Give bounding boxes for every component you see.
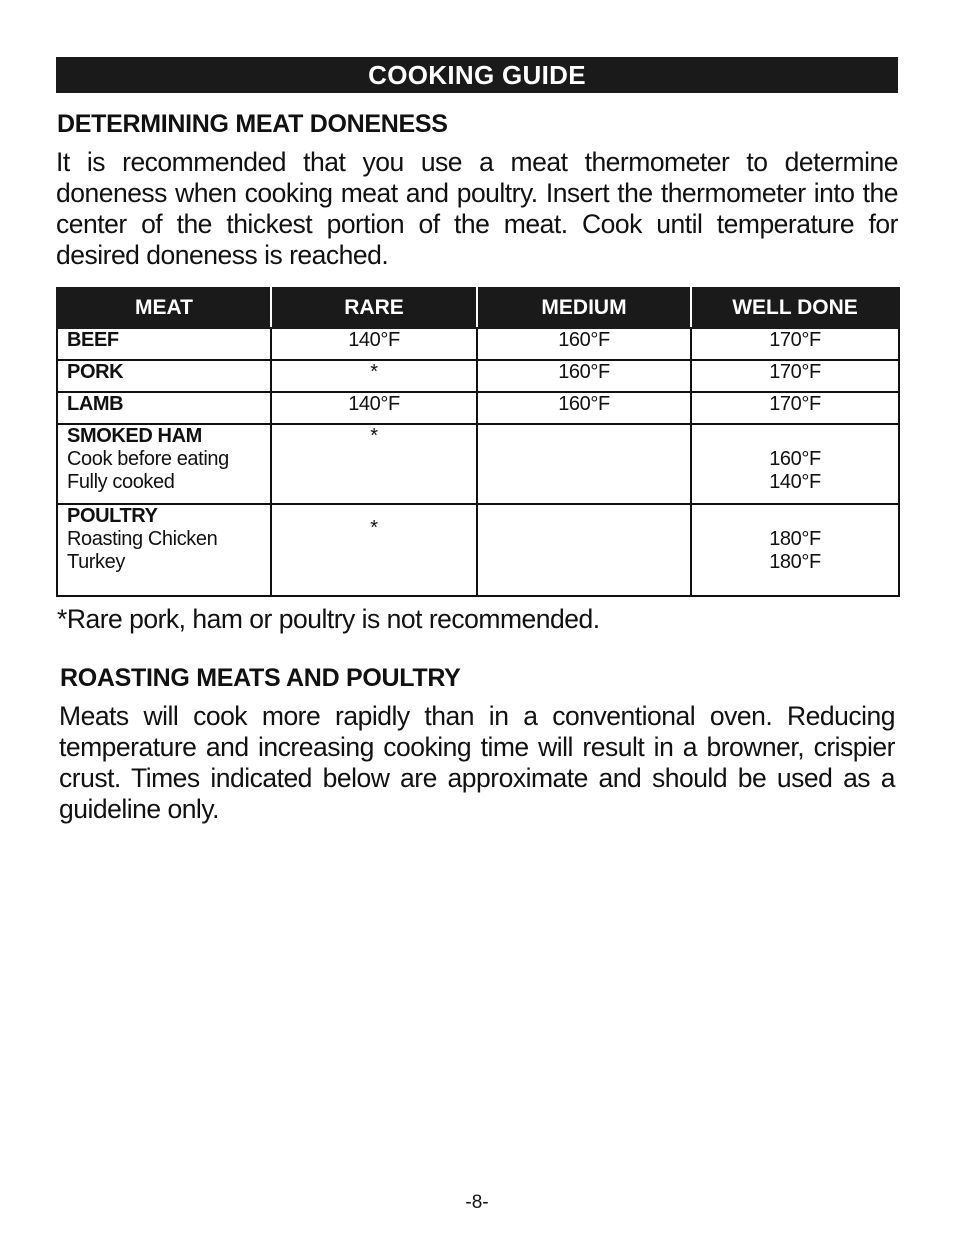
table-row-lamb	[57, 392, 899, 424]
meat-name: SMOKED HAM	[67, 425, 202, 447]
column-header-rare: RARE	[271, 288, 477, 328]
well-done-temp: 170°F	[691, 392, 899, 424]
well-done-temp: 180°F	[769, 551, 821, 573]
page-title-banner	[56, 57, 898, 93]
well-done-temp: 180°F	[769, 528, 821, 550]
paragraph-line: doneness when cooking meat and poultry. Insert the thermometer into the	[56, 178, 898, 208]
meat-name: LAMB	[67, 393, 124, 415]
paragraph-line: guideline only.	[59, 794, 219, 824]
meat-subtype: Cook before eating	[67, 448, 229, 470]
well-done-temp: 170°F	[691, 360, 899, 392]
meat-name: POULTRY	[67, 505, 158, 527]
medium-temp	[477, 504, 691, 596]
medium-temp	[477, 424, 691, 504]
roasting-paragraph	[59, 701, 895, 825]
medium-temp: 160°F	[477, 328, 691, 360]
well-done-temp: 140°F	[769, 471, 821, 493]
table-row-beef	[57, 328, 899, 360]
column-header-medium: MEDIUM	[477, 288, 691, 328]
well-done-temp: 170°F	[691, 328, 899, 360]
table-row-smoked-ham	[57, 424, 899, 504]
medium-temp: 160°F	[477, 392, 691, 424]
meat-name: BEEF	[67, 329, 119, 351]
well-done-temp: 160°F	[769, 448, 821, 470]
paragraph-line: desired doneness is reached.	[56, 240, 389, 270]
rare-temp: *	[271, 360, 477, 392]
section-heading-doneness: DETERMINING MEAT DONENESS	[57, 110, 448, 138]
meat-subtype: Roasting Chicken	[67, 528, 218, 550]
meat-name: PORK	[67, 361, 124, 383]
table-row-poultry	[57, 504, 899, 596]
table-header-row	[57, 288, 899, 328]
paragraph-line: It is recommended that you use a meat thermometer to determine	[56, 147, 898, 177]
page-number: -8-	[465, 1192, 489, 1213]
paragraph-line: crust. Times indicated below are approximate and should be used as a	[59, 763, 895, 793]
meat-subtype: Turkey	[67, 551, 125, 573]
rare-temp: *	[271, 504, 477, 596]
meat-subtype: Fully cooked	[67, 471, 175, 493]
doneness-paragraph	[56, 147, 898, 271]
column-header-meat: MEAT	[57, 288, 271, 328]
column-header-well-done: WELL DONE	[691, 288, 899, 328]
page-title: COOKING GUIDE	[368, 59, 586, 90]
medium-temp: 160°F	[477, 360, 691, 392]
paragraph-line: temperature and increasing cooking time will result in a browner, crispier	[59, 732, 895, 762]
paragraph-line: Meats will cook more rapidly than in a conventional oven. Reducing	[59, 701, 895, 731]
footnote: *Rare pork, ham or poultry is not recommended.	[57, 604, 600, 634]
rare-temp: *	[271, 424, 477, 504]
table-row-pork	[57, 360, 899, 392]
rare-temp: 140°F	[271, 392, 477, 424]
paragraph-line: center of the thickest portion of the meat. Cook until temperature for	[56, 209, 898, 239]
rare-temp: 140°F	[271, 328, 477, 360]
doneness-table	[56, 287, 900, 597]
section-heading-roasting: ROASTING MEATS AND POULTRY	[60, 664, 461, 692]
